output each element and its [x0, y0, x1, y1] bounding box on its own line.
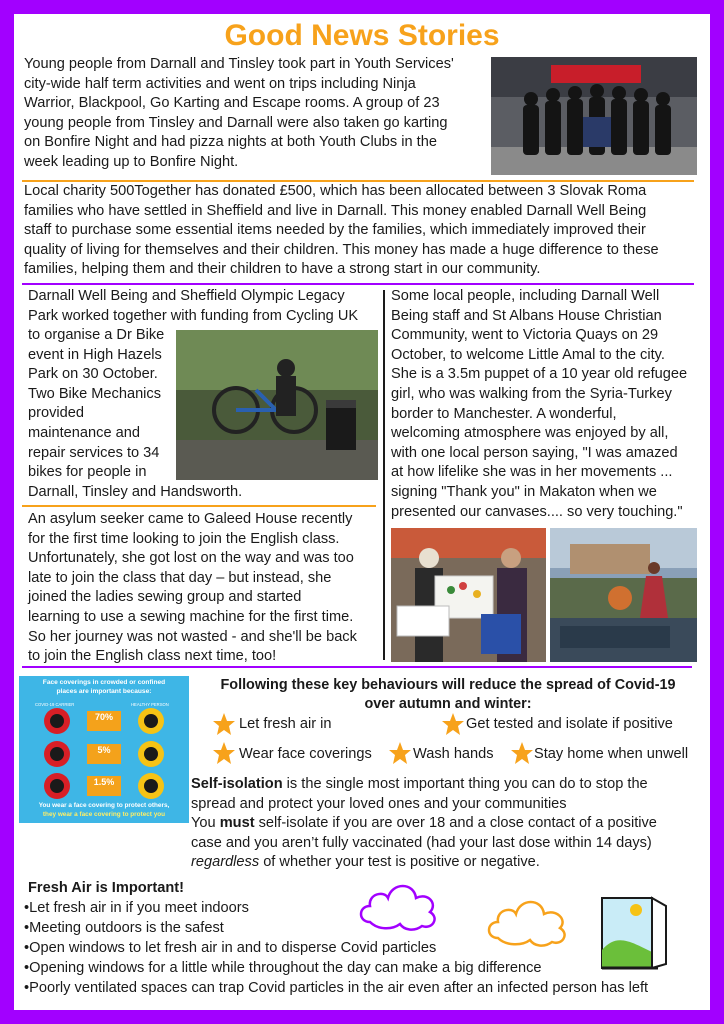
- story-line: Darnall Well Being and Sheffield Olympic Legacy: [28, 288, 345, 304]
- bike-repair-photo: [176, 330, 378, 480]
- page-title: Good News Stories: [224, 19, 500, 52]
- story-line: at how lifelike she was in her movements ...: [391, 464, 673, 481]
- star-icon: [212, 712, 236, 736]
- story-line: event in High Hazels: [28, 346, 162, 363]
- poster-footer: they wear a face covering to protect you: [42, 811, 166, 818]
- story-line: October, to welcome Little Amal to the city.: [391, 346, 665, 363]
- face-coverings-poster: [19, 676, 189, 823]
- self-isolation-bold: Self-isolation: [191, 776, 283, 792]
- poster-percent: 1.5%: [93, 777, 115, 787]
- poster-percent: 5%: [97, 745, 111, 755]
- poster-label: COVID-19 CARRIER: [35, 702, 75, 707]
- story-line: with one local person saying, "I was amazed: [391, 444, 678, 461]
- story-line: families who have settled in Sheffield and live in Darnall. This money enabled Darnall Well Being: [24, 202, 647, 219]
- story-line: Unfortunately, she got lost on the way and was too: [28, 550, 354, 567]
- poster-label: HEALTHY PERSON: [131, 702, 169, 707]
- dr-bike-story-side: [28, 326, 178, 483]
- text-line: spread and protect your loved ones and your communities: [191, 795, 567, 812]
- story-line: week leading up to Bonfire Night.: [24, 153, 239, 170]
- story-line: to organise a Dr Bike: [28, 327, 165, 343]
- story-line: presented our canvases.... so very touching.": [391, 503, 683, 520]
- poster-heading: places are important because:: [56, 688, 152, 695]
- star-icon: [212, 741, 236, 765]
- regardless-italic: regardless: [191, 854, 260, 871]
- poster-heading: Face coverings in crowded or confined: [42, 679, 166, 686]
- little-amal-story: [391, 287, 703, 522]
- page: [14, 14, 710, 1010]
- story-line: Warrior, Blackpool, Go Karting and Escape rooms. A group of 23: [24, 95, 440, 112]
- self-isolation-text: [191, 775, 701, 873]
- story-line: for the first time looking to join the English class.: [28, 530, 340, 547]
- story-line: An asylum seeker came to Galeed House recently: [28, 511, 353, 527]
- fresh-air-heading: Fresh Air is Important!: [28, 880, 184, 896]
- story-line: families, helping them and their children to have a strong start in our community.: [24, 261, 541, 278]
- list-item: •Poorly ventilated spaces can trap Covid particles in the air even after an infected person has left: [24, 980, 649, 996]
- go-karting-group-photo: [491, 57, 697, 175]
- divider: [22, 283, 694, 285]
- list-item: •Opening windows for a little while throughout the day can make a big difference: [24, 960, 542, 976]
- covid-heading-line: Following these key behaviours will reduce the spread of Covid-19: [220, 677, 676, 693]
- poster-percent: 70%: [94, 712, 113, 722]
- text-span: is the single most important thing you can do to stop the: [282, 776, 648, 792]
- story-line: Young people from Darnall and Tinsley took part in Youth Services': [24, 56, 454, 72]
- story-line: Being staff and St Albans House Christian: [391, 307, 662, 324]
- story-line: border to Manchester. A wonderful,: [391, 405, 617, 422]
- behaviour-get-tested: Get tested and isolate if positive: [466, 716, 673, 732]
- dr-bike-story-top: [28, 287, 388, 326]
- story-line: on Bonfire Night and had pizza nights at both Youth Clubs in the: [24, 134, 437, 151]
- text-span: self-isolate if you are over 18 and a close contact of a positive: [254, 815, 657, 832]
- text-line: case and you aren’t fully vaccinated (had your last dose within 14 days): [191, 834, 652, 851]
- story-line: late to join the class that day – but instead, she: [28, 569, 332, 586]
- story-line: Community, went to Victoria Quays on 29: [391, 327, 659, 344]
- divider: [22, 666, 692, 668]
- story-line: girl, who was walking from the Syria-Turkey: [391, 385, 672, 402]
- poster-footer: You wear a face covering to protect others,: [38, 802, 170, 809]
- divider: [22, 505, 376, 507]
- covid-heading-line: over autumn and winter:: [364, 696, 532, 712]
- story-line: maintenance and: [28, 424, 140, 441]
- text-span: You: [191, 815, 220, 832]
- charity-donation-story: [24, 182, 704, 280]
- text-span: of whether your test is positive or negative.: [259, 854, 540, 871]
- story-line: learning to use a sewing machine for the first time.: [28, 608, 354, 625]
- story-line: welcoming atmosphere was enjoyed by all,: [391, 425, 669, 442]
- open-window-icon: [598, 894, 668, 972]
- must-bold: must: [219, 815, 255, 832]
- story-line: Darnall, Tinsley and Handsworth.: [28, 484, 243, 500]
- list-item: •Let fresh air in if you meet indoors: [24, 900, 249, 916]
- story-line: Park on 30 October.: [28, 366, 158, 383]
- behaviour-stay-home: Stay home when unwell: [534, 746, 689, 762]
- story-line: Some local people, including Darnall Well: [391, 288, 660, 304]
- list-item: •Meeting outdoors is the safest: [24, 920, 224, 936]
- story-line: to join the English class next time, too!: [28, 648, 277, 665]
- covid-heading: [198, 676, 698, 714]
- story-line: Two Bike Mechanics: [28, 385, 162, 402]
- behaviour-fresh-air: Let fresh air in: [239, 716, 332, 732]
- star-icon: [441, 712, 465, 736]
- story-line: Park worked together with funding from Cycling UK: [28, 307, 359, 324]
- little-amal-quays-photo: [550, 528, 697, 662]
- story-line: young people from Tinsley and Darnall were also taken go karting: [24, 114, 448, 131]
- star-icon: [510, 741, 534, 765]
- behaviour-face-coverings: Wear face coverings: [239, 746, 372, 762]
- star-icon: [388, 741, 412, 765]
- story-line: provided: [28, 405, 84, 422]
- purple-cloud-icon: [356, 876, 440, 932]
- story-line: So her journey was not wasted - and she'll be back: [28, 628, 357, 645]
- asylum-seeker-story: [28, 510, 380, 667]
- story-line: She is a 3.5m puppet of a 10 year old refugee: [391, 366, 688, 383]
- story-line: repair services to 34: [28, 444, 160, 461]
- column-divider: [383, 290, 385, 660]
- behaviour-wash-hands: Wash hands: [413, 746, 494, 762]
- story-line: city-wide half term activities and went on trips including Ninja: [24, 75, 416, 92]
- story-line: staff to purchase some essential items needed by the families, which immediately improved their: [24, 222, 646, 239]
- youth-services-story: [24, 55, 494, 173]
- story-line: bikes for people in: [28, 464, 147, 481]
- orange-cloud-icon: [482, 890, 572, 950]
- story-line: signing "Thank you" in Makaton when we: [391, 483, 657, 500]
- story-line: quality of living for themselves and their children. This money has made a huge difference to these: [24, 241, 659, 258]
- list-item: •Open windows to let fresh air in and to disperse Covid particles: [24, 940, 437, 956]
- story-line: Local charity 500Together has donated £500, which has been allocated between 3 Slovak Roma: [24, 183, 647, 199]
- canvas-presentation-photo: [391, 528, 546, 662]
- story-line: joined the ladies sewing group and started: [28, 589, 302, 606]
